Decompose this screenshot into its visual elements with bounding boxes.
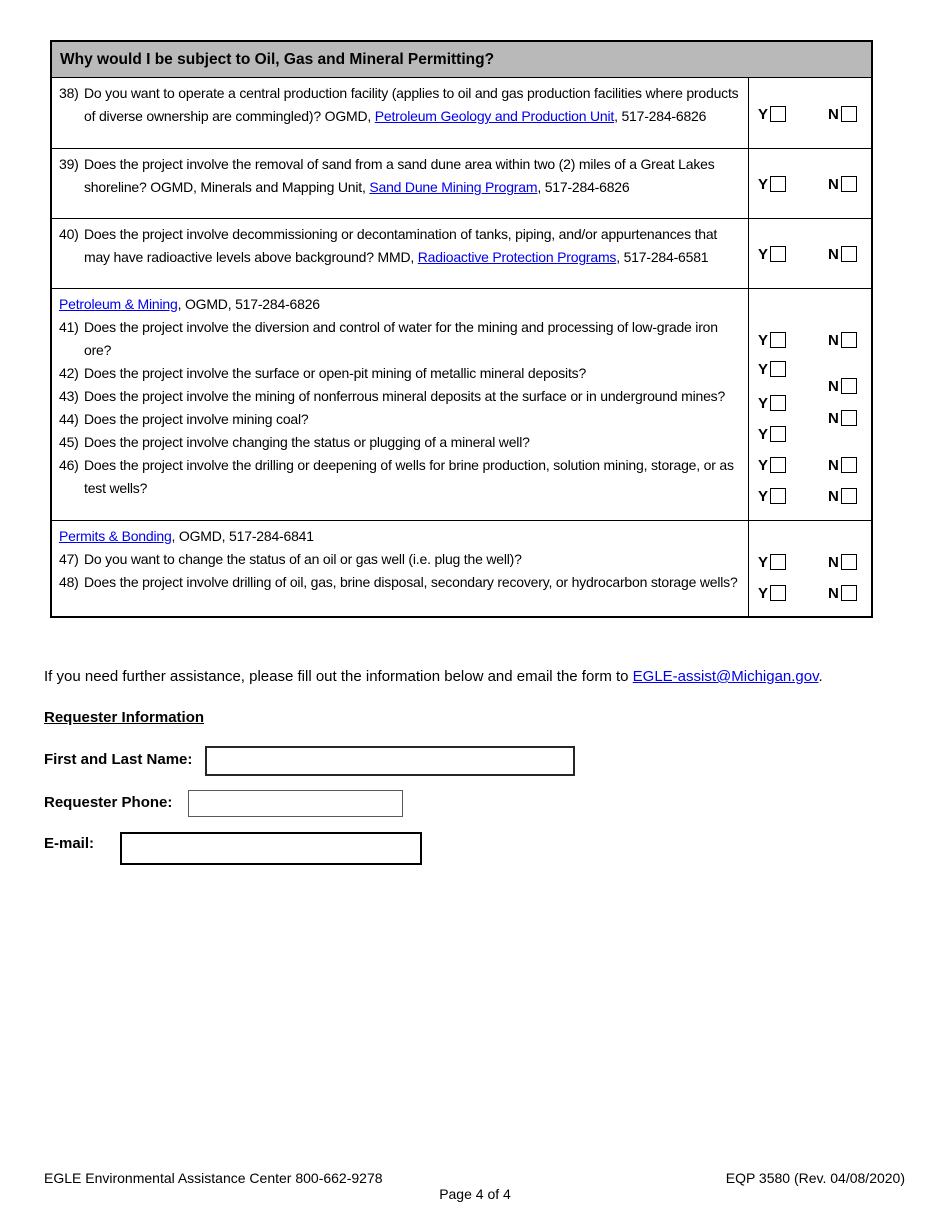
sand-dune-mining-program-link[interactable]: Sand Dune Mining Program xyxy=(369,179,538,195)
q44-yes-checkbox[interactable] xyxy=(770,426,786,442)
petroleum-mining-yn-cell xyxy=(749,289,871,520)
permits-bonding-cell xyxy=(52,521,749,616)
q44-number: 44) xyxy=(59,411,79,427)
q46-no-checkbox[interactable] xyxy=(841,488,857,504)
question-q45 xyxy=(59,431,740,454)
question-q48 xyxy=(59,571,740,594)
q40-text xyxy=(84,223,740,269)
footer-form-number: EQP 3580 (Rev. 04/08/2020) xyxy=(725,1170,905,1186)
q43-yes-label: Y xyxy=(758,394,769,412)
q40-yes-checkbox[interactable] xyxy=(770,246,786,262)
q46-number: 46) xyxy=(59,457,79,473)
q45-no-checkbox[interactable] xyxy=(841,457,857,473)
petroleum-geology-production-unit-link[interactable]: Petroleum Geology and Production Unit xyxy=(374,108,615,124)
q39-text-before: Does the project involve the removal of sand from a sand dune area within two (2) miles of a Great Lakes shoreline? OGMD, Minerals and Mapping Unit, xyxy=(84,156,715,195)
q42-text: Does the project involve the surface or open-pit mining of metallic mineral deposits? xyxy=(84,365,587,381)
q40-number: 40) xyxy=(59,226,79,242)
q40-no-label: N xyxy=(828,245,839,263)
q46-yes-label: Y xyxy=(758,487,769,505)
permits-bonding-yn-cell xyxy=(749,521,871,616)
q38-number: 38) xyxy=(59,85,79,101)
q45-text: Does the project involve changing the status or plugging of a mineral well? xyxy=(84,434,530,450)
q48-no-checkbox[interactable] xyxy=(841,585,857,601)
q39-no-checkbox[interactable] xyxy=(841,176,857,192)
q41-text: Does the project involve the diversion and control of water for the mining and processing of low-grade iron ore? xyxy=(84,319,718,358)
q39-cell xyxy=(52,149,749,218)
q38-no-label: N xyxy=(828,105,839,123)
oil-gas-mineral-table xyxy=(50,40,873,618)
q47-no-label: N xyxy=(828,553,839,571)
q47-yes-checkbox[interactable] xyxy=(770,554,786,570)
q48-no-label: N xyxy=(828,584,839,602)
question-q46 xyxy=(59,454,740,500)
q42-no-label: N xyxy=(828,377,839,395)
q43-no-checkbox[interactable] xyxy=(841,410,857,426)
egle-assist-email-link[interactable]: EGLE-assist@Michigan.gov xyxy=(632,668,819,685)
question-q44 xyxy=(59,408,740,431)
q43-no-label: N xyxy=(828,409,839,427)
q45-no-label: N xyxy=(828,456,839,474)
question-q43 xyxy=(59,385,740,408)
petroleum-mining-section xyxy=(52,289,871,521)
name-input[interactable] xyxy=(205,746,575,776)
name-field-label: First and Last Name: xyxy=(44,751,193,768)
q40-cell xyxy=(52,219,749,288)
q46-no-label: N xyxy=(828,487,839,505)
q45-yes-label: Y xyxy=(758,456,769,474)
q40-no-checkbox[interactable] xyxy=(841,246,857,262)
assistance-text-after: . xyxy=(818,668,823,685)
email-input[interactable] xyxy=(120,832,422,865)
q38-yes-label: Y xyxy=(758,105,769,123)
q45-yes-checkbox[interactable] xyxy=(770,457,786,473)
q41-yes-label: Y xyxy=(758,331,769,349)
q47-yes-label: Y xyxy=(758,553,769,571)
q42-number: 42) xyxy=(59,365,79,381)
radioactive-protection-programs-link[interactable]: Radioactive Protection Programs xyxy=(417,249,617,265)
footer-assistance-center: EGLE Environmental Assistance Center 800-662-9278 xyxy=(44,1170,383,1186)
assistance-note xyxy=(44,668,823,685)
petroleum-mining-heading-after: , OGMD, 517-284-6826 xyxy=(177,296,320,312)
q48-number: 48) xyxy=(59,574,79,590)
q48-text: Does the project involve drilling of oil, gas, brine disposal, secondary recovery, or hydrocarbon storage wells? xyxy=(84,574,738,590)
permits-bonding-heading xyxy=(59,525,740,548)
q44-yes-label: Y xyxy=(758,425,769,443)
table-row-q38 xyxy=(52,78,871,149)
q40-text-before: Does the project involve decommissioning or decontamination of tanks, piping, and/or appurtenances that may have radioactive levels above background? MMD, xyxy=(84,226,718,265)
email-field-label: E-mail: xyxy=(44,835,95,852)
q48-yes-checkbox[interactable] xyxy=(770,585,786,601)
q39-text xyxy=(84,153,740,199)
requester-information-heading: Requester Information xyxy=(44,709,205,726)
q38-text xyxy=(84,82,740,128)
q41-no-label: N xyxy=(828,331,839,349)
q46-text: Does the project involve the drilling or deepening of wells for brine production, solution mining, storage, or as test wells? xyxy=(84,457,734,496)
question-q41 xyxy=(59,316,740,362)
permits-bonding-section xyxy=(52,521,871,616)
q39-no-label: N xyxy=(828,175,839,193)
q42-yes-label: Y xyxy=(758,360,769,378)
question-q47 xyxy=(59,548,740,571)
question-q42 xyxy=(59,362,740,385)
q40-yes-label: Y xyxy=(758,245,769,263)
table-row-q39 xyxy=(52,149,871,219)
petroleum-mining-link[interactable]: Petroleum & Mining xyxy=(59,296,178,312)
q39-yes-checkbox[interactable] xyxy=(770,176,786,192)
q39-text-after: , 517-284-6826 xyxy=(537,179,630,195)
q43-number: 43) xyxy=(59,388,79,404)
q39-yes-label: Y xyxy=(758,175,769,193)
q41-yes-checkbox[interactable] xyxy=(770,332,786,348)
q47-number: 47) xyxy=(59,551,79,567)
q46-yes-checkbox[interactable] xyxy=(770,488,786,504)
table-header: Why would I be subject to Oil, Gas and Mineral Permitting? xyxy=(52,42,871,78)
petroleum-mining-cell xyxy=(52,289,749,520)
q38-cell xyxy=(52,78,749,148)
phone-field-label: Requester Phone: xyxy=(44,794,173,811)
q42-no-checkbox[interactable] xyxy=(841,378,857,394)
q44-text: Does the project involve mining coal? xyxy=(84,411,309,427)
permits-bonding-heading-after: , OGMD, 517-284-6841 xyxy=(171,528,314,544)
phone-input[interactable] xyxy=(188,790,403,817)
q43-yes-checkbox[interactable] xyxy=(770,395,786,411)
q38-text-before: Do you want to operate a central production facility (applies to oil and gas production facilities where products of diverse ownership are commingled)? OGMD, xyxy=(84,85,739,124)
permits-bonding-link[interactable]: Permits & Bonding xyxy=(59,528,172,544)
q42-yes-checkbox[interactable] xyxy=(770,361,786,377)
q41-number: 41) xyxy=(59,319,79,335)
table-row-q40 xyxy=(52,219,871,289)
q38-yn-cell xyxy=(749,78,871,148)
q47-no-checkbox[interactable] xyxy=(841,554,857,570)
q45-number: 45) xyxy=(59,434,79,450)
q39-yn-cell xyxy=(749,149,871,218)
q40-yn-cell xyxy=(749,219,871,288)
q39-number: 39) xyxy=(59,156,79,172)
petroleum-mining-heading xyxy=(59,293,740,316)
q48-yes-label: Y xyxy=(758,584,769,602)
assistance-text-before: If you need further assistance, please fill out the information below and email the form to xyxy=(44,668,633,685)
q47-text: Do you want to change the status of an oil or gas well (i.e. plug the well)? xyxy=(84,551,522,567)
q38-yes-checkbox[interactable] xyxy=(770,106,786,122)
footer-page-number: Page 4 of 4 xyxy=(439,1186,511,1202)
q43-text: Does the project involve the mining of nonferrous mineral deposits at the surface or in underground mines? xyxy=(84,388,726,404)
q38-text-after: , 517-284-6826 xyxy=(614,108,707,124)
q41-no-checkbox[interactable] xyxy=(841,332,857,348)
q38-no-checkbox[interactable] xyxy=(841,106,857,122)
q40-text-after: , 517-284-6581 xyxy=(616,249,709,265)
